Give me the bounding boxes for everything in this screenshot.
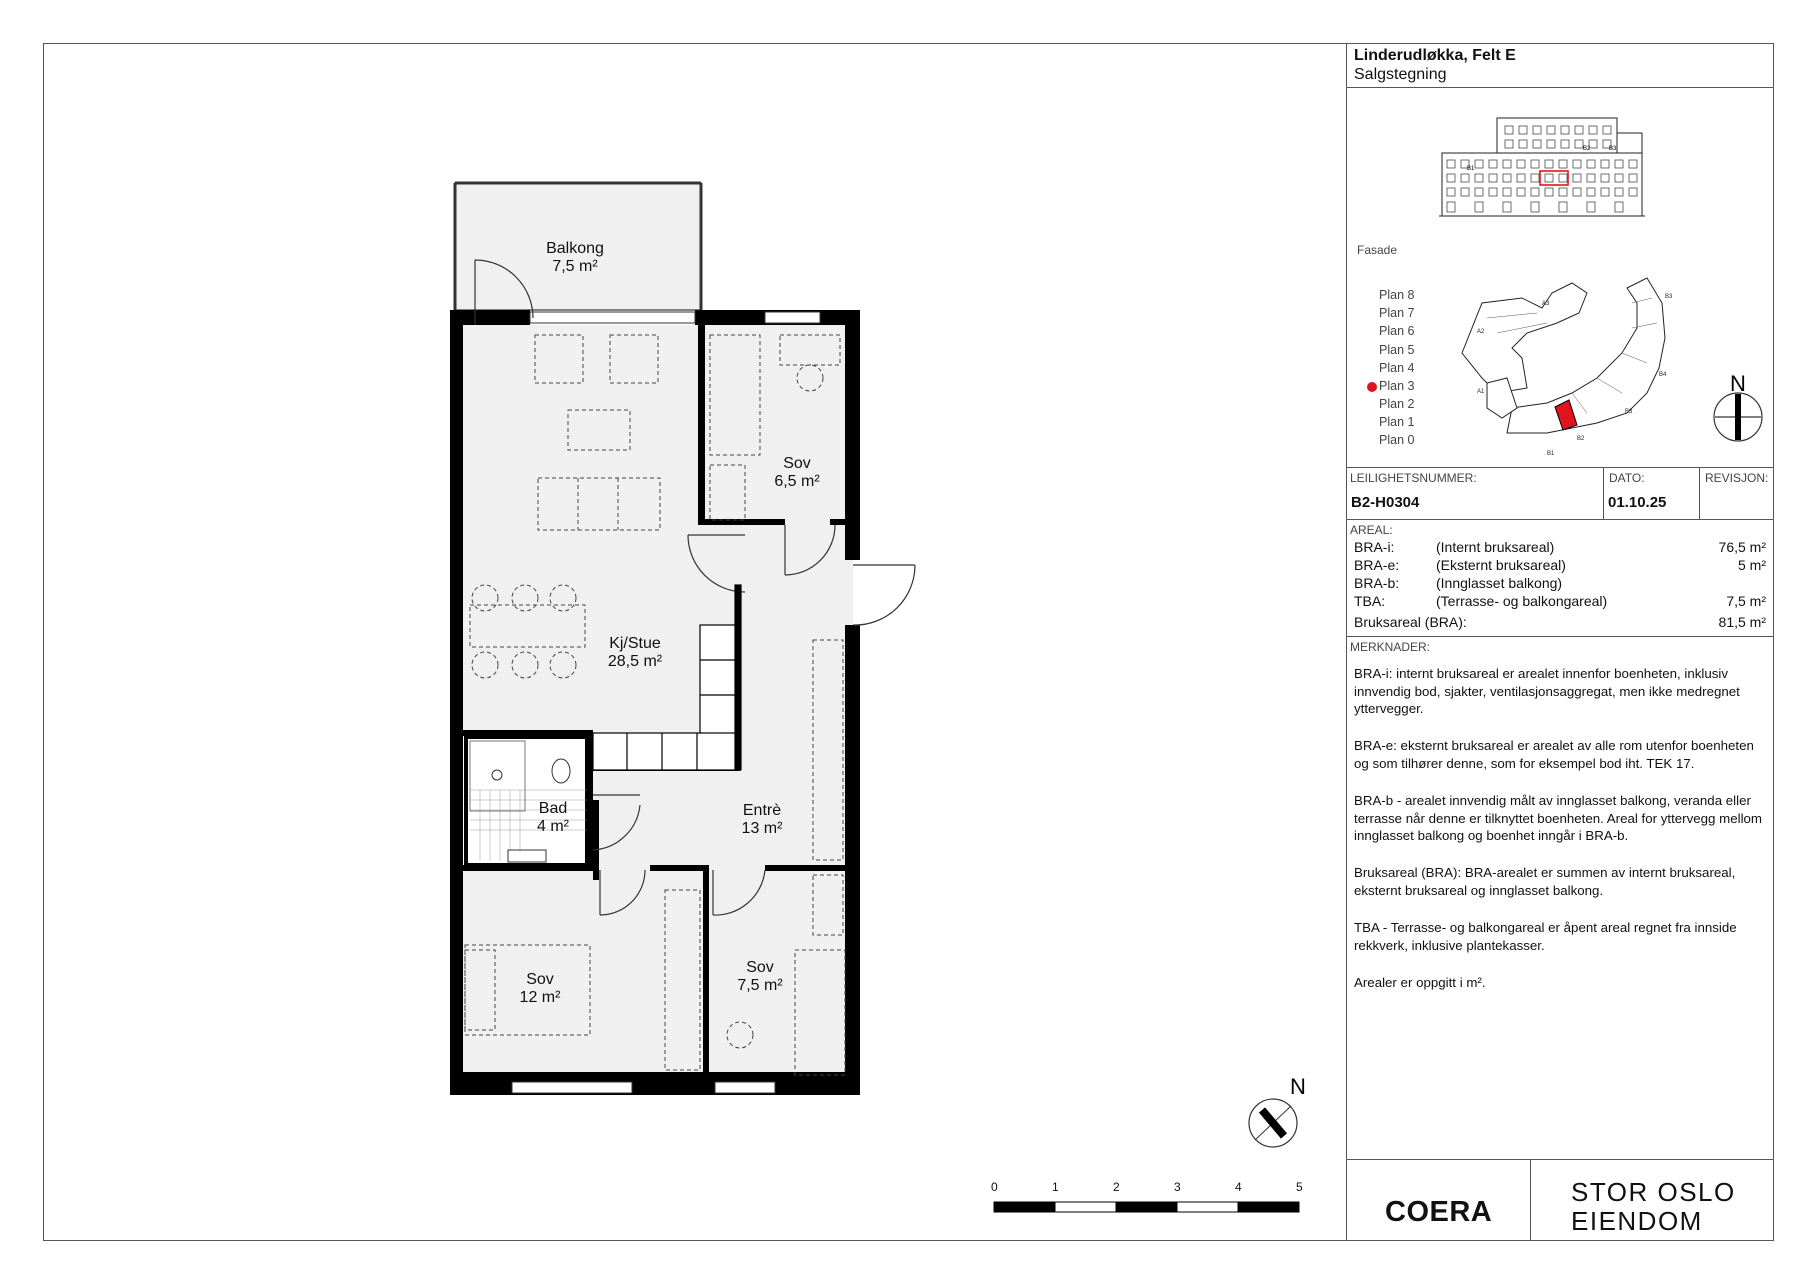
site-tag: B2 (1577, 436, 1585, 442)
plan-item: Plan 1 (1379, 415, 1415, 429)
scale-tick: 5 (1296, 1180, 1303, 1194)
area-total-label: Bruksareal (BRA): (1354, 614, 1467, 630)
plan-item: Plan 5 (1379, 343, 1415, 357)
date-label: DATO: (1609, 471, 1645, 485)
area-desc: (Innglasset balkong) (1436, 575, 1563, 591)
area-row (1354, 539, 1766, 557)
area-code: BRA-b: (1354, 575, 1400, 591)
area-value: 76,5 m² (1718, 539, 1766, 555)
scale-tick: 3 (1174, 1180, 1181, 1194)
project-name: Linderudløkka, Felt E (1354, 47, 1516, 64)
divider (1530, 1160, 1531, 1241)
site-tag: B4 (1659, 372, 1667, 378)
scale-bar (994, 1202, 1299, 1212)
key-north-arrow (1714, 371, 1762, 441)
area-value: 5 m² (1738, 557, 1766, 573)
divider (1699, 468, 1700, 519)
plan-item: Plan 0 (1379, 433, 1415, 447)
area-code: BRA-e: (1354, 557, 1400, 573)
logo-panel (1347, 1160, 1774, 1241)
apartment-number-label: LEILIGHETSNUMMER: (1350, 471, 1477, 485)
coera-logo: COERA (1385, 1196, 1493, 1228)
area-desc: (Eksternt bruksareal) (1436, 557, 1566, 573)
site-tag: A2 (1477, 329, 1485, 335)
plan-item: Plan 2 (1379, 397, 1415, 411)
room-area: 7,5 m² (737, 977, 783, 994)
plan-item: Plan 6 (1379, 324, 1415, 338)
room-name: Balkong (546, 240, 604, 257)
site-key-plan (1347, 88, 1775, 468)
title-block (1346, 43, 1774, 1241)
plan-item: Plan 4 (1379, 361, 1415, 375)
scale-tick: 2 (1113, 1180, 1120, 1194)
note-paragraph: Arealer er oppgitt i m². (1354, 975, 1486, 990)
notes-label: MERKNADER: (1350, 640, 1431, 654)
title-header (1347, 43, 1774, 88)
room-name: Sov (746, 959, 774, 976)
logo-line: STOR OSLO (1571, 1177, 1736, 1207)
room-name: Entrè (742, 802, 782, 819)
area-desc: (Terrasse- og balkongareal) (1436, 593, 1608, 609)
room-area: 12 m² (519, 989, 561, 1006)
note-paragraph: Bruksareal (BRA): BRA-arealet er summen av internt bruksareal, eksternt bruksareal og innglasset balkong. (1354, 865, 1736, 898)
divider (1603, 468, 1604, 519)
area-row (1354, 593, 1766, 611)
site-tag: A1 (1477, 389, 1485, 395)
facade-tag: B1 (1467, 166, 1475, 172)
facade-tag: B3 (1609, 146, 1617, 152)
area-code: BRA-i: (1354, 539, 1395, 555)
site-tag: B3 (1625, 409, 1633, 415)
area-code: TBA: (1354, 593, 1386, 609)
note-paragraph: BRA-b - arealet innvendig målt av innglasset balkong, veranda eller terrasse når denne er tilknyttet boenheten. Areal for yttervegg mellom innglasset balkong og boenhet inngår i BRA-b. (1354, 793, 1762, 843)
area-total-value: 81,5 m² (1718, 614, 1766, 630)
note-paragraph: BRA-i: internt bruksareal er arealet innenfor boenheten, inklusiv innvendig bod, sjakter, ventilasjonsaggregat, men ikke medregnet yttervegger. (1354, 666, 1740, 716)
note-paragraph: BRA-e: eksternt bruksareal er arealet av alle rom utenfor boenheten og som tilhører denne, som for eksempel bod iht. TEK 17. (1354, 738, 1754, 771)
room-area: 4 m² (537, 818, 569, 835)
area-label: AREAL: (1350, 523, 1393, 537)
facade-tag: B2 (1583, 146, 1591, 152)
drawing-type: Salgstegning (1354, 66, 1447, 83)
stor-oslo-eiendom-logo (1571, 1178, 1736, 1236)
date-value: 01.10.25 (1608, 494, 1667, 511)
notes-panel (1347, 637, 1774, 1160)
apartment-number: B2-H0304 (1351, 494, 1420, 511)
scale-tick: 0 (991, 1180, 998, 1194)
room-name: Bad (538, 800, 568, 817)
key-plan-panel (1347, 88, 1774, 468)
room-area: 28,5 m² (607, 653, 663, 670)
room-area: 6,5 m² (774, 473, 820, 490)
site-tag: A3 (1542, 301, 1550, 307)
area-row (1354, 557, 1766, 575)
floor-fill (463, 325, 853, 1080)
plan-item: Plan 7 (1379, 306, 1415, 320)
plan-item-active: Plan 3 (1379, 379, 1415, 393)
plan-north-arrow (1249, 1074, 1306, 1147)
scale-tick: 4 (1235, 1180, 1242, 1194)
area-table (1347, 520, 1774, 637)
scale-tick: 1 (1052, 1180, 1059, 1194)
room-name: Sov (526, 971, 554, 988)
area-row (1354, 575, 1766, 593)
room-name: Sov (783, 455, 811, 472)
plan-item: Plan 8 (1379, 288, 1415, 302)
room-area: 13 m² (741, 820, 783, 837)
bathroom (466, 737, 587, 865)
note-paragraph: TBA - Terrasse- og balkongareal er åpent areal regnet fra innside rekkverk, inklusive plantekasser. (1354, 920, 1737, 953)
site-tag: B3 (1665, 294, 1673, 300)
area-value: 7,5 m² (1726, 593, 1766, 609)
key-north-letter: N (1730, 371, 1746, 396)
site-tag: B1 (1547, 451, 1555, 457)
room-area: 7,5 m² (552, 258, 598, 275)
area-total-row (1354, 614, 1766, 632)
area-desc: (Internt bruksareal) (1436, 539, 1555, 555)
facade-label: Fasade (1357, 243, 1398, 257)
revision-label: REVISJON: (1705, 471, 1769, 485)
logo-line: EIENDOM (1571, 1206, 1703, 1236)
room-name: Kj/Stue (609, 635, 661, 652)
north-letter: N (1290, 1074, 1306, 1099)
apartment-info (1347, 468, 1774, 520)
